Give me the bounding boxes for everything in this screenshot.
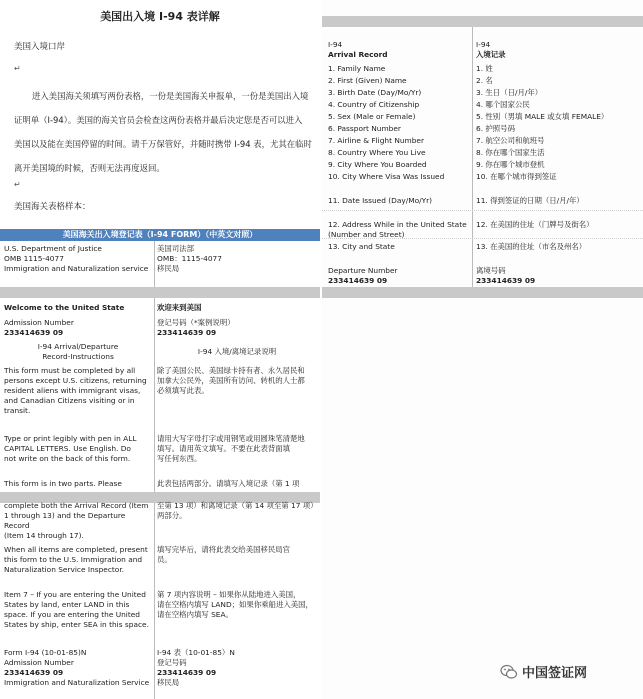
- field-en: 9. City Where You Boarded: [328, 160, 427, 169]
- document-left-page: [0, 0, 320, 699]
- watermark: [500, 660, 640, 684]
- table-cell-cn: 此表包括两部分。请填写入境记录（第 1 项: [157, 479, 300, 488]
- page-title: 美国出入境 I-94 表详解: [100, 10, 220, 23]
- table-cell-en: Form I-94 (10-01-85)N Admission Number 233414639 09 Immigration and Naturalization Service: [4, 648, 150, 687]
- table-gray-band: [0, 287, 320, 298]
- field-en: 3. Birth Date (Day/Mo/Yr): [328, 88, 422, 97]
- table-cell-cn: I-94 表（10-01-85）N 登记号码 233414639 09 移民局: [157, 648, 235, 687]
- intro-paragraph: [14, 84, 314, 180]
- table-cell-cn: 填写完毕后，请将此表交给美国移民局官 员。: [157, 545, 291, 564]
- field-en: 1. Family Name: [328, 64, 386, 73]
- field-en: 2. First (Given) Name: [328, 76, 407, 85]
- field-en: Departure Number 233414639 09: [328, 266, 398, 285]
- table-cell-en: This form must be completed by all persons except U.S. citizens, returning resident aliens with immigrant visas, and Canadian Citizens visiting or in transit.: [4, 366, 147, 415]
- table-cell-cn: 登记号码（*案例说明） 233414639 09: [157, 318, 235, 337]
- field-en: 4. Country of Citizenship: [328, 100, 420, 109]
- table-gray-band: [322, 16, 643, 27]
- intro-line: 证明单（I-94）。美国的海关官员会检查这两份表格并最后决定您是否可以进入: [14, 115, 303, 125]
- field-cn: 1. 姓: [476, 64, 493, 73]
- watermark-text: 中国签证网: [522, 666, 588, 681]
- table-cell-en: I-94 Arrival/Departure Record-Instructions: [37, 342, 119, 361]
- field-cn: 7. 航空公司和航班号: [476, 136, 545, 145]
- sample-label: 美国海关表格样本：: [14, 202, 91, 212]
- table-cell-en: complete both the Arrival Record (Item 1 through 13) and the Departure Record (Item 14 through 17).: [4, 501, 149, 540]
- field-cn: 8. 你在哪个国家生活: [476, 148, 545, 157]
- field-cn: 4. 哪个国家公民: [476, 100, 530, 109]
- field-cn: 13. 在美国的住址（市名及州名）: [476, 242, 587, 251]
- table-cell-en: U.S. Department of Justice OMB 1115-4077 Immigration and Naturalization service: [4, 244, 149, 273]
- table-cell-en: Type or print legibly with pen in ALL CAPITAL LETTERS. Use English. Do not write on the back of this form.: [4, 434, 137, 463]
- field-cn: 3. 生日（日/月/年）: [476, 88, 543, 97]
- row-separator: [322, 238, 643, 239]
- table-cell-cn: 至第 13 项）和离境记录（第 14 项至第 17 项） 两部分。: [157, 501, 318, 520]
- header-en: I-94 Arrival Record: [328, 40, 388, 59]
- table-cell-cn: 美国司法部 OMB：1115-4077 移民局: [157, 244, 222, 273]
- table-divider: [472, 27, 473, 287]
- field-en: 5. Sex (Male or Female): [328, 112, 416, 121]
- field-en: 7. Airline & Flight Number: [328, 136, 425, 145]
- field-cn: 2. 名: [476, 76, 493, 85]
- header-cn: I-94 入境记录: [476, 40, 506, 59]
- table-cell-en: This form is in two parts. Please: [4, 479, 122, 488]
- field-cn: 12. 在美国的住址（门牌号及街名）: [476, 220, 594, 229]
- field-cn: 6. 护照号码: [476, 124, 515, 133]
- field-en: 13. City and State: [328, 242, 395, 251]
- table-divider: [154, 241, 155, 699]
- table-cell-cn: 第 7 项内容说明 – 如果你从陆地进入美国， 请在空格内填写 LAND；如果你乘船进入美国， 请在空格内填写 SEA。: [157, 590, 313, 619]
- paragraph-mark: ↵: [14, 64, 21, 73]
- document-right-page: [322, 0, 643, 699]
- intro-line: 美国以及能在美国停留的时间。请千万保管好，并随时携带 I-94 表，尤其在临时: [14, 139, 312, 149]
- table-cell-en: When all items are completed, present this form to the U.S. Immigration and Naturalization Service Inspector.: [4, 545, 148, 574]
- row-separator: [322, 210, 643, 211]
- paragraph-mark: ↵: [14, 180, 21, 189]
- table-cell-en: Welcome to the United State: [4, 303, 125, 312]
- table-gray-band: [322, 287, 643, 298]
- field-en: 6. Passport Number: [328, 124, 401, 133]
- table-cell-cn: 请用大写字母打字或用钢笔或用圆珠笔清楚地 填写。请用英文填写。不要在此表背面填 写任何东西。: [157, 434, 305, 463]
- field-cn: 离境号码 233414639 09: [476, 266, 536, 285]
- table-cell-cn: 欢迎来到美国: [157, 303, 202, 312]
- field-en: 10. City Where Visa Was Issued: [328, 172, 445, 181]
- field-cn: 10. 在哪个城市得到签证: [476, 172, 557, 181]
- field-cn: 11. 得到签证的日期（日/月/年）: [476, 196, 584, 205]
- intro-line: 进入美国海关须填写两份表格，一份是美国海关申报单，一份是美国出入境: [32, 91, 309, 101]
- field-en: 12. Address While in the United State (Number and Street): [328, 220, 467, 239]
- table-band-title: 美国海关出入境登记表（I-94 FORM）（中英文对照）: [0, 229, 320, 241]
- field-cn: 9. 你在哪个城市登机: [476, 160, 545, 169]
- table-cell-cn: 除了美国公民、美国绿卡持有者、永久居民和 加拿大公民外，美国所有访问、转机的人士都 必须填写此表。: [157, 366, 305, 395]
- intro-line: 离开美国境的时候，否则无法再度返回。: [14, 163, 165, 173]
- field-en: 11. Date Issued (Day/Mo/Yr): [328, 196, 433, 205]
- greeting: 美国入境口岸: [14, 42, 66, 52]
- table-cell-cn: I-94 入境/离境记录说明: [197, 347, 277, 356]
- wechat-icon: [500, 663, 518, 681]
- table-cell-en: Admission Number 233414639 09: [4, 318, 74, 337]
- table-cell-en: Item 7 – If you are entering the United States by land, enter LAND in this space. If you are entering the United States by ship, enter SEA in this space.: [4, 590, 149, 629]
- field-en: 8. Country Where You Live: [328, 148, 426, 157]
- field-cn: 5. 性别（男填 MALE 或女填 FEMALE）: [476, 112, 609, 121]
